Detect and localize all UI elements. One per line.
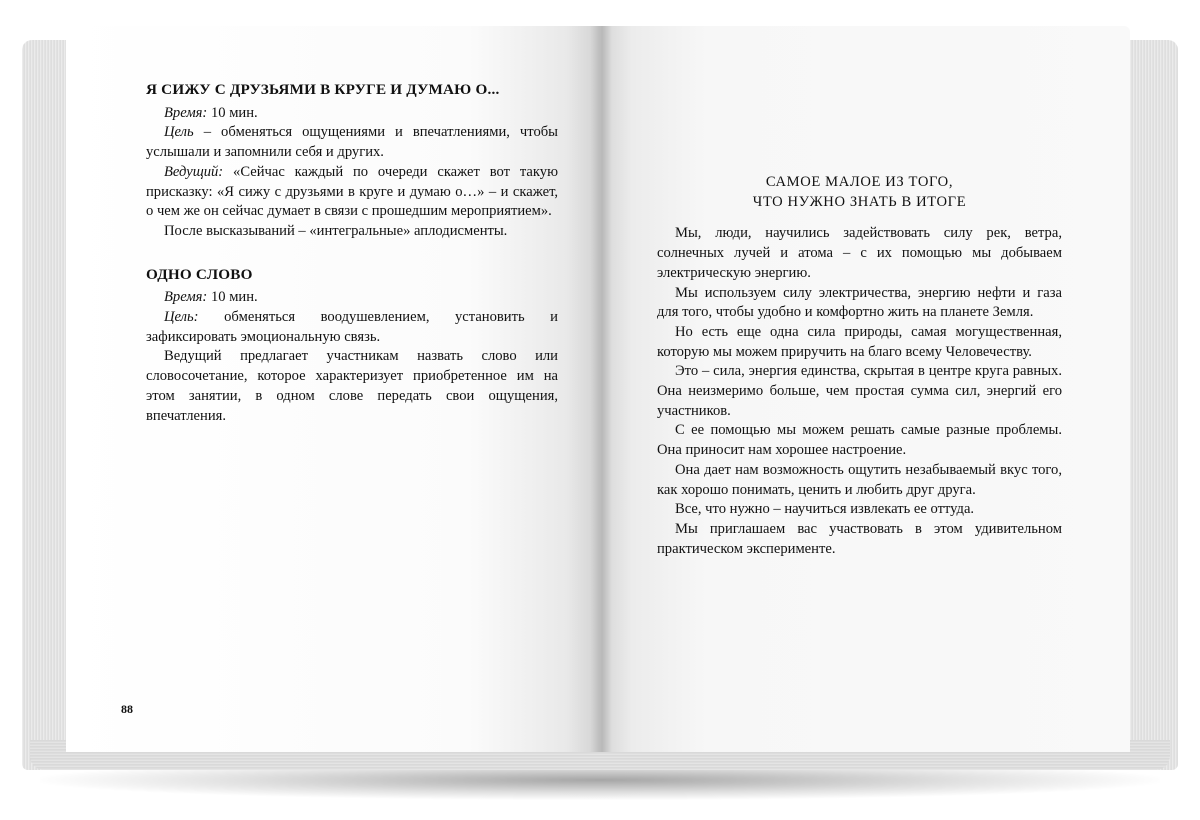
right-page	[600, 26, 1130, 752]
body-paragraph: Ведущий предлагает участникам назвать слово или словосочетание, которое характеризует приобретенное им на этом занятии, в одном слове передать свои ощущения, впечатления.	[146, 348, 558, 424]
goal-line	[146, 123, 558, 162]
paragraph: С ее помощью мы можем решать самые разные проблемы. Она приносит нам хорошее настроение.	[657, 422, 1062, 459]
paragraph: Мы используем силу электричества, энергию нефти и газа для того, чтобы удобно и комфортно жить на планете Земля.	[657, 284, 1062, 321]
time-value: 10 мин.	[207, 104, 258, 121]
time-line	[146, 288, 558, 308]
time-line	[146, 104, 558, 124]
paragraph: Все, что нужно – научиться извлекать ее оттуда.	[675, 501, 975, 518]
leader-text: «Сейчас каждый по очереди скажет вот такую присказку: «Я сижу с друзьями в круге и думаю о…» – и скажет, о чем же он сейчас думает в связи с прошедшим мероприятием».	[146, 163, 558, 220]
paragraph: Но есть еще одна сила природы, самая могущественная, которую мы можем приручить на благо всему Человечеству.	[657, 323, 1062, 360]
goal-line	[146, 308, 558, 347]
book-gutter	[590, 26, 612, 752]
goal-text: обменяться воодушевлением, установить и зафиксировать эмоциональную связь.	[146, 309, 558, 345]
section-title-one-word: ОДНО СЛОВО	[146, 265, 253, 283]
goal-text: – обменяться ощущениями и впечатлениями, чтобы услышали и запомнили себя и других.	[146, 124, 558, 161]
paragraph: Мы приглашаем вас участвовать в этом удивительном практическом эксперименте.	[657, 520, 1062, 557]
leader-label: Ведущий:	[164, 163, 224, 180]
page-number: 88	[121, 702, 133, 716]
left-page-content	[146, 80, 558, 426]
goal-label: Цель	[164, 124, 194, 141]
paragraph: Она дает нам возможность ощутить незабываемый вкус того, как хорошо понимать, ценить и любить друг друга.	[657, 461, 1062, 498]
chapter-title-line-1: САМОЕ МАЛОЕ ИЗ ТОГО,	[765, 174, 954, 190]
after-line: После высказываний – «интегральные» аплодисменты.	[164, 222, 508, 239]
time-label: Время:	[164, 104, 208, 121]
section-title-circle: Я СИЖУ С ДРУЗЬЯМИ В КРУГЕ И ДУМАЮ О...	[146, 81, 500, 98]
leader-line	[146, 163, 558, 222]
left-page	[66, 26, 604, 752]
paragraph: Мы, люди, научились задействовать силу рек, ветра, солнечных лучей и атома – с их помощью мы добываем электрическую энергию.	[657, 225, 1062, 281]
chapter-title	[657, 173, 1062, 212]
time-value: 10 мин.	[207, 289, 258, 306]
goal-label: Цель:	[164, 309, 199, 326]
paragraph: Это – сила, энергия единства, скрытая в центре круга равных. Она неизмеримо больше, чем простая сумма сил, энергий его участников.	[657, 363, 1062, 419]
right-page-content	[657, 173, 1062, 559]
chapter-title-line-2: ЧТО НУЖНО ЗНАТЬ В ИТОГЕ	[752, 193, 967, 210]
time-label: Время:	[164, 289, 208, 306]
